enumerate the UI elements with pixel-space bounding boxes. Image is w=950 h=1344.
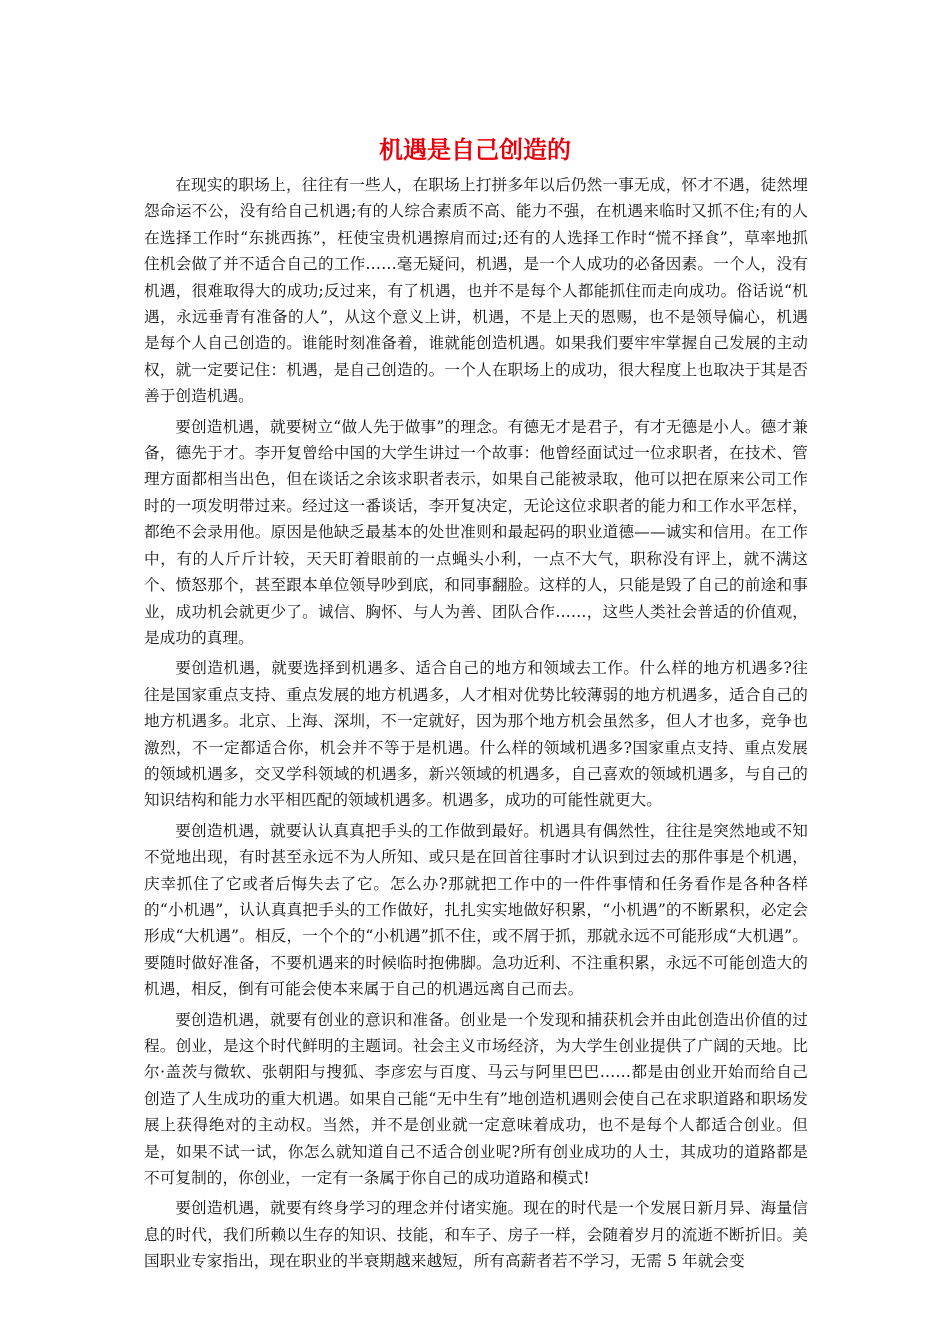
- paragraph-1: 在现实的职场上，往往有一些人，在职场上打拼多年以后仍然一事无成，怀才不遇，徒然埋怨命运不公，没有给自己机遇;有的人综合素质不高、能力不强，在机遇来临时又抓不住;有的人在选择工作时“东挑西拣”，枉使宝贵机遇擦肩而过;还有的人选择工作时“慌不择食”，草率地抓住机会做了并不适合自己的工作……毫无疑问，机遇，是一个人成功的必备因素。一个人，没有机遇，很难取得大的成功;反过来，有了机遇，也并不是每个人都能抓住而走向成功。俗话说“机遇，永远垂青有准备的人”，从这个意义上讲，机遇，不是上天的恩赐，也不是领导偏心，机遇是每个人自己创造的。谁能时刻准备着，谁就能创造机遇。如果我们要牢牢掌握自己发展的主动权，就一定要记住：机遇，是自己创造的。一个人在职场上的成功，很大程度上也取决于其是否善于创造机遇。: [144, 176, 808, 406]
- document-title: 机遇是自己创造的: [379, 136, 571, 164]
- paragraph-6: 要创造机遇，就要有终身学习的理念并付诸实施。现在的时代是一个发展日新月异、海量信息的时代，我们所赖以生存的知识、技能，和车子、房子一样，会随着岁月的流逝不断折旧。美国职业专家指出，现在职业的半衰期越来越短，所有高薪者若不学习，无需 5 年就会变: [144, 1199, 808, 1271]
- paragraph-2: 要创造机遇，就要树立“做人先于做事”的理念。有德无才是君子，有才无德是小人。德才兼备，德先于才。李开复曾给中国的大学生讲过一个故事：他曾经面试过一位求职者，在技术、管理方面都相当出色，但在谈话之余该求职者表示，如果自己能被录取，他可以把在原来公司工作时的一项发明带过来。经过这一番谈话，李开复决定，无论这位求职者的能力和工作水平怎样，都绝不会录用他。原因是他缺乏最基本的处世准则和最起码的职业道德——诚实和信用。在工作中，有的人斤斤计较，天天盯着眼前的一点蝇头小利，一点不大气，职称没有评上，就不满这个、愤怒那个，甚至跟本单位领导吵到底，和同事翻脸。这样的人，只能是毁了自己的前途和事业，成功机会就更少了。诚信、胸怀、与人为善、团队合作……，这些人类社会普适的价值观， 是成功的真理。: [144, 417, 808, 647]
- paragraph-5: 要创造机遇，就要有创业的意识和准备。创业是一个发现和捕获机会并由此创造出价值的过程。创业，是这个时代鲜明的主题词。社会主义市场经济，为大学生创业提供了广阔的天地。比尔·盖茨与微软、张朝阳与搜狐、李彦宏与百度、马云与阿里巴巴……都是由创业开始而给自己创造了人生成功的重大机遇。如果自己能“无中生有”地创造机遇则会使自己在求职道路和职场发展上获得绝对的主动权。当然，并不是创业就一定意味着成功，也不是每个人都适合创业。但是，如果不试一试，你怎么就知道自己不适合创业呢?所有创业成功的人士，其成功的道路都是不可复制的，你创业，一定有一条属于你自己的成功道路和模式!: [144, 1010, 808, 1188]
- paragraph-3: 要创造机遇，就要选择到机遇多、适合自己的地方和领域去工作。什么样的地方机遇多?往往是国家重点支持、重点发展的地方机遇多，人才相对优势比较薄弱的地方机遇多，适合自己的地方机遇多。北京、上海、深圳，不一定就好，因为那个地方机会虽然多，但人才也多，竞争也激烈，不一定都适合你，机会并不等于是机遇。什么样的领域机遇多?国家重点支持、重点发展的领域机遇多，交叉学科领域的机遇多，新兴领域的机遇多，自己喜欢的领域机遇多，与自己的知识结构和能力水平相匹配的领域机遇多。机遇多，成功的可能性就更大。: [144, 659, 808, 810]
- document-body: [144, 172, 808, 1279]
- paragraph-4: 要创造机遇，就要认认真真把手头的工作做到最好。机遇具有偶然性，往往是突然地或不知不觉地出现，有时甚至永远不为人所知、或只是在回首往事时才认识到过去的那件事是个机遇，庆幸抓住了它或者后悔失去了它。怎么办?那就把工作中的一件件事情和任务看作是各种各样的“小机遇”，认认真真把手头的工作做好，扎扎实实地做好积累，“小机遇”的不断累积，必定会形成“大机遇”。相反，一个个的“小机遇”抓不住，或不屑于抓，那就永远不可能形成“大机遇”。要随时做好准备，不要机遇来的时候临时抱佛脚。急功近利、不注重积累，永远不可能创造大的机遇，相反，倒有可能会使本来属于自己的机遇远离自己而去。: [144, 821, 808, 999]
